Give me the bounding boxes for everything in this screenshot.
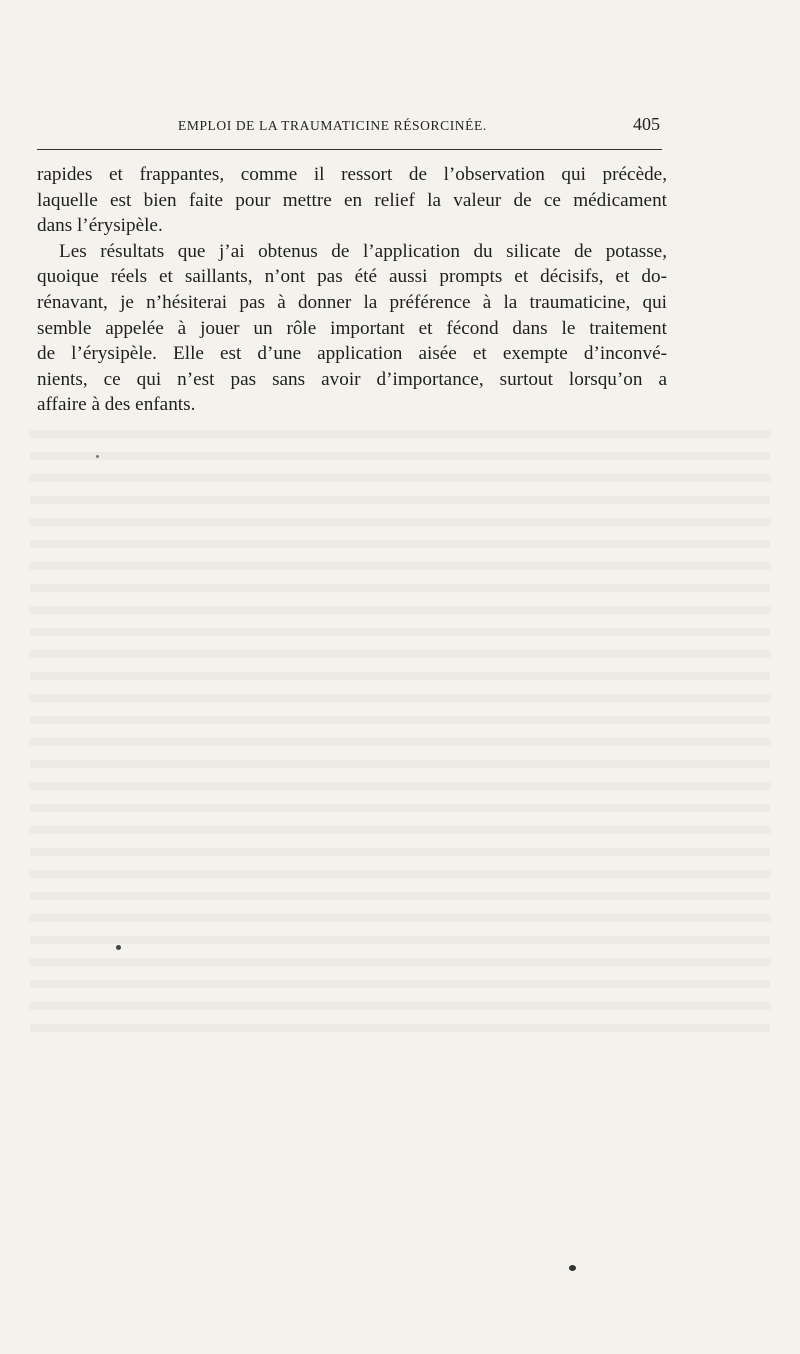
paragraph-2 bbox=[37, 239, 667, 418]
ink-spot bbox=[96, 455, 99, 458]
bleed-through-texture bbox=[30, 420, 770, 1040]
text-line: Les résultats que j’ai obtenus de l’application du silicate de potasse, bbox=[59, 240, 667, 262]
text-line: nients, ce qui n’est pas sans avoir d’importance, surtout lorsqu’on a bbox=[37, 368, 667, 390]
text-line: de l’érysipèle. Elle est d’une application aisée et exempte d’inconvé- bbox=[37, 343, 667, 365]
text-line: laquelle est bien faite pour mettre en relief la valeur de ce médicament bbox=[37, 189, 667, 211]
ink-spot bbox=[116, 945, 121, 950]
text-line: rénavant, je n’hésiterai pas à donner la préférence à la traumaticine, qui bbox=[37, 291, 667, 313]
text-line: semble appelée à jouer un rôle important et fécond dans le traitement bbox=[37, 317, 667, 339]
ink-spot bbox=[569, 1265, 576, 1271]
running-title: EMPLOI DE LA TRAUMATICINE RÉSORCINÉE. bbox=[178, 118, 487, 133]
body-text bbox=[37, 162, 667, 418]
text-line: dans l’érysipèle. bbox=[37, 215, 163, 237]
page-number: 405 bbox=[633, 114, 660, 134]
text-line: affaire à des enfants. bbox=[37, 394, 196, 416]
text-line: rapides et frappantes, comme il ressort de l’observation qui précède, bbox=[37, 164, 667, 185]
header-rule bbox=[37, 149, 662, 150]
text-line: quoique réels et saillants, n’ont pas été aussi prompts et décisifs, et do- bbox=[37, 266, 667, 288]
paragraph-1 bbox=[37, 162, 667, 239]
page-header bbox=[150, 114, 660, 136]
